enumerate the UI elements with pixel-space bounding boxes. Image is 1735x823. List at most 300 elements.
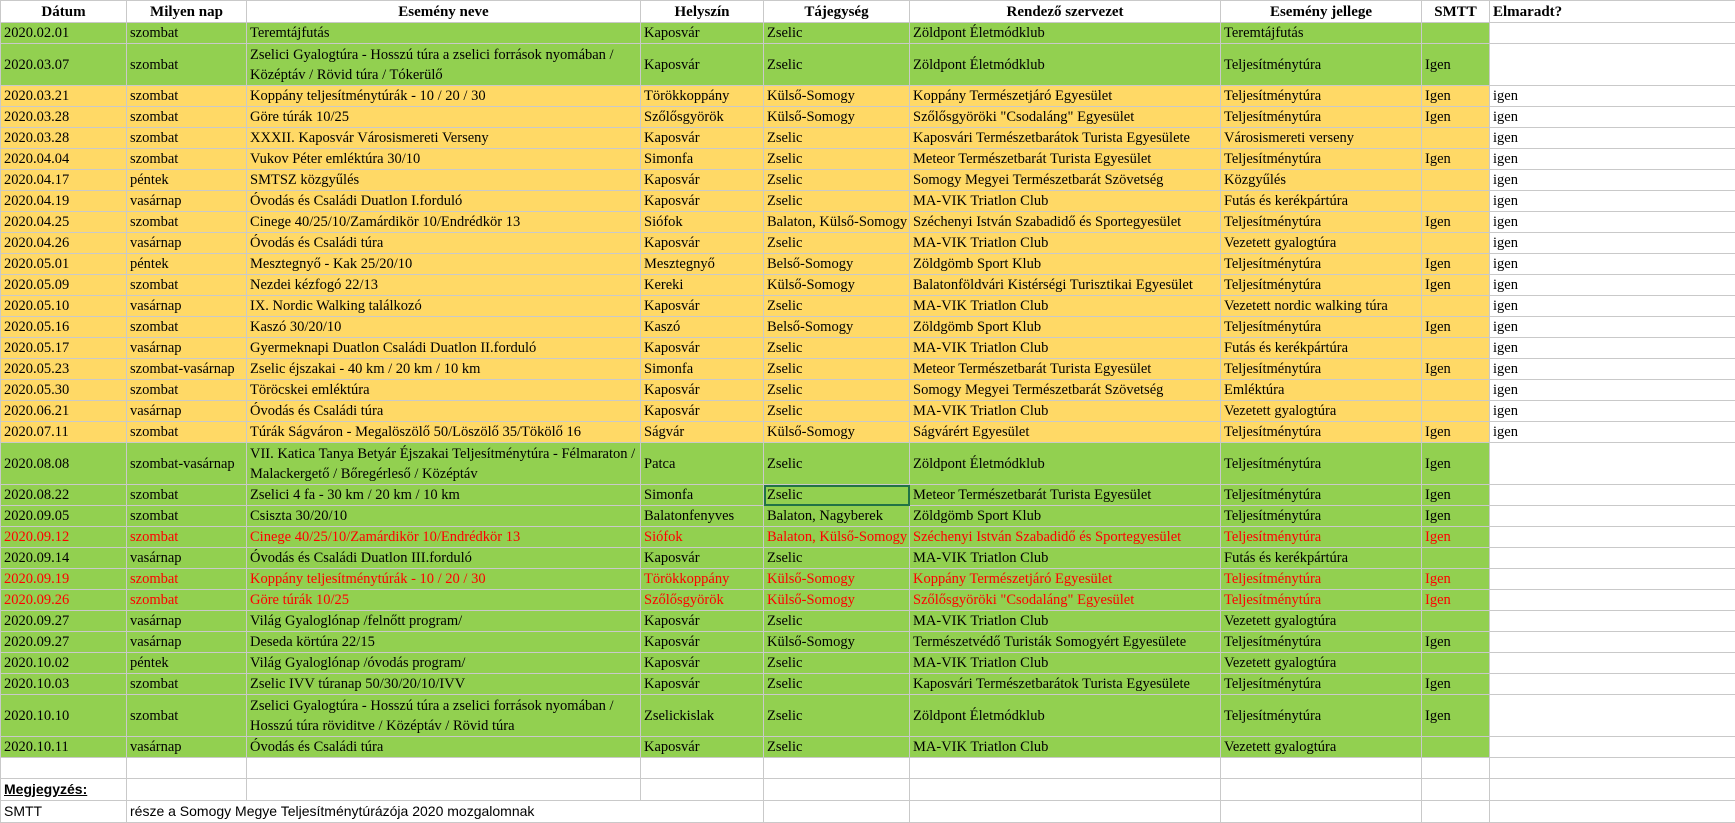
smtt-cell[interactable]: Igen [1422, 632, 1490, 653]
event-name-cell[interactable]: Göre túrák 10/25 [247, 590, 641, 611]
smtt-cell[interactable]: Igen [1422, 485, 1490, 506]
date-cell[interactable]: 2020.09.26 [1, 590, 127, 611]
event-name-cell[interactable]: Mesztegnyő - Kak 25/20/10 [247, 254, 641, 275]
event-type-cell[interactable]: Teljesítménytúra [1221, 107, 1422, 128]
date-cell[interactable]: 2020.08.22 [1, 485, 127, 506]
date-cell[interactable]: 2020.07.11 [1, 422, 127, 443]
day-cell[interactable]: szombat [127, 506, 247, 527]
day-cell[interactable]: szombat [127, 569, 247, 590]
date-cell[interactable]: 2020.03.07 [1, 44, 127, 86]
date-cell[interactable]: 2020.09.05 [1, 506, 127, 527]
event-type-cell[interactable]: Közgyűlés [1221, 170, 1422, 191]
day-cell[interactable]: vasárnap [127, 611, 247, 632]
region-cell[interactable]: Zselic [764, 359, 910, 380]
smtt-cell[interactable] [1422, 401, 1490, 422]
smtt-cell[interactable] [1422, 128, 1490, 149]
event-type-cell[interactable]: Teljesítménytúra [1221, 569, 1422, 590]
location-cell[interactable]: Simonfa [641, 359, 764, 380]
cell[interactable] [910, 758, 1221, 779]
cell[interactable] [910, 779, 1221, 801]
smtt-cell[interactable]: Igen [1422, 506, 1490, 527]
cancelled-cell[interactable] [1490, 695, 1735, 737]
event-name-cell[interactable]: IX. Nordic Walking találkozó [247, 296, 641, 317]
day-cell[interactable]: vasárnap [127, 632, 247, 653]
cell[interactable] [1490, 801, 1735, 823]
location-cell[interactable]: Kaposvár [641, 737, 764, 758]
day-cell[interactable]: vasárnap [127, 233, 247, 254]
event-name-cell[interactable]: Vukov Péter emléktúra 30/10 [247, 149, 641, 170]
event-type-cell[interactable]: Teljesítménytúra [1221, 632, 1422, 653]
region-cell[interactable]: Zselic [764, 485, 910, 506]
event-type-cell[interactable]: Futás és kerékpártúra [1221, 548, 1422, 569]
event-name-cell[interactable]: Nezdei kézfogó 22/13 [247, 275, 641, 296]
region-cell[interactable]: Külső-Somogy [764, 107, 910, 128]
cancelled-cell[interactable] [1490, 653, 1735, 674]
smtt-cell[interactable] [1422, 653, 1490, 674]
organizer-cell[interactable]: Balatonföldvári Kistérségi Turisztikai Egyesület [910, 275, 1221, 296]
day-cell[interactable]: szombat [127, 149, 247, 170]
region-cell[interactable]: Külső-Somogy [764, 86, 910, 107]
cancelled-cell[interactable]: igen [1490, 401, 1735, 422]
header-event-type[interactable]: Esemény jellege [1221, 1, 1422, 23]
event-name-cell[interactable]: Zselici Gyalogtúra - Hosszú túra a zselici források nyomában / Középtáv / Rövid túra / Tókerülő [247, 44, 641, 86]
day-cell[interactable]: szombat [127, 212, 247, 233]
event-type-cell[interactable]: Teljesítménytúra [1221, 695, 1422, 737]
location-cell[interactable]: Kaposvár [641, 380, 764, 401]
region-cell[interactable]: Belső-Somogy [764, 317, 910, 338]
organizer-cell[interactable]: Koppány Természetjáró Egyesület [910, 86, 1221, 107]
region-cell[interactable]: Zselic [764, 191, 910, 212]
event-name-cell[interactable]: Óvodás és Családi túra [247, 401, 641, 422]
cell[interactable] [764, 801, 910, 823]
organizer-cell[interactable]: Ságvárért Egyesület [910, 422, 1221, 443]
smtt-cell[interactable]: Igen [1422, 149, 1490, 170]
date-cell[interactable]: 2020.04.17 [1, 170, 127, 191]
event-name-cell[interactable]: Világ Gyaloglónap /felnőtt program/ [247, 611, 641, 632]
day-cell[interactable]: szombat [127, 107, 247, 128]
event-type-cell[interactable]: Vezetett gyalogtúra [1221, 737, 1422, 758]
event-type-cell[interactable]: Teljesítménytúra [1221, 359, 1422, 380]
region-cell[interactable]: Zselic [764, 44, 910, 86]
cancelled-cell[interactable]: igen [1490, 233, 1735, 254]
organizer-cell[interactable]: MA-VIK Triatlon Club [910, 611, 1221, 632]
smtt-cell[interactable]: Igen [1422, 527, 1490, 548]
location-cell[interactable]: Patca [641, 443, 764, 485]
region-cell[interactable]: Külső-Somogy [764, 632, 910, 653]
cancelled-cell[interactable] [1490, 569, 1735, 590]
cancelled-cell[interactable]: igen [1490, 338, 1735, 359]
location-cell[interactable]: Mesztegnyő [641, 254, 764, 275]
location-cell[interactable]: Kaposvár [641, 44, 764, 86]
cell[interactable] [1490, 758, 1735, 779]
header-smtt[interactable]: SMTT [1422, 1, 1490, 23]
cancelled-cell[interactable]: igen [1490, 107, 1735, 128]
cancelled-cell[interactable] [1490, 674, 1735, 695]
day-cell[interactable]: szombat [127, 485, 247, 506]
organizer-cell[interactable]: Széchenyi István Szabadidő és Sportegyesület [910, 212, 1221, 233]
event-name-cell[interactable]: Gyermeknapi Duatlon Családi Duatlon II.forduló [247, 338, 641, 359]
organizer-cell[interactable]: Zöldpont Életmódklub [910, 443, 1221, 485]
event-type-cell[interactable]: Teljesítménytúra [1221, 485, 1422, 506]
date-cell[interactable]: 2020.05.17 [1, 338, 127, 359]
cell[interactable] [1221, 758, 1422, 779]
day-cell[interactable]: vasárnap [127, 338, 247, 359]
cell[interactable] [1221, 779, 1422, 801]
event-type-cell[interactable]: Teljesítménytúra [1221, 443, 1422, 485]
header-cancelled[interactable]: Elmaradt? [1490, 1, 1735, 23]
cell[interactable] [247, 779, 641, 801]
organizer-cell[interactable]: MA-VIK Triatlon Club [910, 737, 1221, 758]
day-cell[interactable]: szombat [127, 128, 247, 149]
day-cell[interactable]: vasárnap [127, 401, 247, 422]
event-type-cell[interactable]: Teljesítménytúra [1221, 422, 1422, 443]
cancelled-cell[interactable]: igen [1490, 254, 1735, 275]
region-cell[interactable]: Zselic [764, 695, 910, 737]
location-cell[interactable]: Kaposvár [641, 674, 764, 695]
header-region[interactable]: Tájegység [764, 1, 910, 23]
cell[interactable] [1422, 758, 1490, 779]
cancelled-cell[interactable]: igen [1490, 422, 1735, 443]
event-type-cell[interactable]: Teljesítménytúra [1221, 212, 1422, 233]
organizer-cell[interactable]: MA-VIK Triatlon Club [910, 653, 1221, 674]
cancelled-cell[interactable] [1490, 632, 1735, 653]
location-cell[interactable]: Kaszó [641, 317, 764, 338]
smtt-cell[interactable]: Igen [1422, 275, 1490, 296]
cell[interactable] [1422, 779, 1490, 801]
event-type-cell[interactable]: Teljesítménytúra [1221, 506, 1422, 527]
location-cell[interactable]: Ságvár [641, 422, 764, 443]
event-type-cell[interactable]: Vezetett nordic walking túra [1221, 296, 1422, 317]
location-cell[interactable]: Kaposvár [641, 170, 764, 191]
organizer-cell[interactable]: Somogy Megyei Természetbarát Szövetség [910, 170, 1221, 191]
date-cell[interactable]: 2020.10.03 [1, 674, 127, 695]
region-cell[interactable]: Zselic [764, 338, 910, 359]
location-cell[interactable]: Simonfa [641, 149, 764, 170]
day-cell[interactable]: péntek [127, 254, 247, 275]
region-cell[interactable]: Zselic [764, 653, 910, 674]
date-cell[interactable]: 2020.09.27 [1, 632, 127, 653]
smtt-cell[interactable]: Igen [1422, 212, 1490, 233]
organizer-cell[interactable]: Koppány Természetjáró Egyesület [910, 569, 1221, 590]
cell[interactable] [764, 758, 910, 779]
cancelled-cell[interactable]: igen [1490, 86, 1735, 107]
smtt-cell[interactable] [1422, 170, 1490, 191]
cancelled-cell[interactable]: igen [1490, 191, 1735, 212]
region-cell[interactable]: Zselic [764, 674, 910, 695]
day-cell[interactable]: szombat [127, 317, 247, 338]
cell[interactable] [641, 779, 764, 801]
date-cell[interactable]: 2020.04.19 [1, 191, 127, 212]
organizer-cell[interactable]: Meteor Természetbarát Turista Egyesület [910, 359, 1221, 380]
smtt-cell[interactable] [1422, 737, 1490, 758]
date-cell[interactable]: 2020.10.02 [1, 653, 127, 674]
event-name-cell[interactable]: Zselici Gyalogtúra - Hosszú túra a zselici források nyomában / Hosszú túra röviditve / Középtáv / Rövid túra [247, 695, 641, 737]
day-cell[interactable]: szombat-vasárnap [127, 443, 247, 485]
organizer-cell[interactable]: Zöldgömb Sport Klub [910, 317, 1221, 338]
date-cell[interactable]: 2020.05.10 [1, 296, 127, 317]
header-organizer[interactable]: Rendező szervezet [910, 1, 1221, 23]
organizer-cell[interactable]: Természetvédő Turisták Somogyért Egyesülete [910, 632, 1221, 653]
cancelled-cell[interactable] [1490, 611, 1735, 632]
day-cell[interactable]: szombat [127, 86, 247, 107]
event-type-cell[interactable]: Városismereti verseny [1221, 128, 1422, 149]
day-cell[interactable]: vasárnap [127, 296, 247, 317]
region-cell[interactable]: Zselic [764, 737, 910, 758]
organizer-cell[interactable]: Szőlősgyöröki "Csodaláng" Egyesület [910, 107, 1221, 128]
organizer-cell[interactable]: Zöldgömb Sport Klub [910, 506, 1221, 527]
location-cell[interactable]: Kaposvár [641, 23, 764, 44]
event-type-cell[interactable]: Vezetett gyalogtúra [1221, 401, 1422, 422]
smtt-cell[interactable]: Igen [1422, 422, 1490, 443]
region-cell[interactable]: Külső-Somogy [764, 590, 910, 611]
region-cell[interactable]: Külső-Somogy [764, 569, 910, 590]
organizer-cell[interactable]: MA-VIK Triatlon Club [910, 191, 1221, 212]
region-cell[interactable]: Zselic [764, 233, 910, 254]
cancelled-cell[interactable]: igen [1490, 380, 1735, 401]
region-cell[interactable]: Belső-Somogy [764, 254, 910, 275]
day-cell[interactable]: péntek [127, 170, 247, 191]
organizer-cell[interactable]: Kaposvári Természetbarátok Turista Egyesülete [910, 128, 1221, 149]
location-cell[interactable]: Simonfa [641, 485, 764, 506]
region-cell[interactable]: Zselic [764, 443, 910, 485]
organizer-cell[interactable]: MA-VIK Triatlon Club [910, 401, 1221, 422]
event-type-cell[interactable]: Vezetett gyalogtúra [1221, 233, 1422, 254]
note-text-cell[interactable] [127, 801, 764, 823]
location-cell[interactable]: Balatonfenyves [641, 506, 764, 527]
smtt-cell[interactable]: Igen [1422, 443, 1490, 485]
date-cell[interactable]: 2020.08.08 [1, 443, 127, 485]
location-cell[interactable]: Kaposvár [641, 611, 764, 632]
date-cell[interactable]: 2020.05.16 [1, 317, 127, 338]
region-cell[interactable]: Zselic [764, 296, 910, 317]
location-cell[interactable]: Kaposvár [641, 548, 764, 569]
region-cell[interactable]: Zselic [764, 611, 910, 632]
cancelled-cell[interactable] [1490, 506, 1735, 527]
event-name-cell[interactable]: Koppány teljesítménytúrák - 10 / 20 / 30 [247, 86, 641, 107]
region-cell[interactable]: Zselic [764, 401, 910, 422]
date-cell[interactable]: 2020.04.04 [1, 149, 127, 170]
region-cell[interactable]: Külső-Somogy [764, 275, 910, 296]
organizer-cell[interactable]: Zöldpont Életmódklub [910, 695, 1221, 737]
region-cell[interactable]: Balaton, Külső-Somogy [764, 212, 910, 233]
location-cell[interactable]: Kaposvár [641, 296, 764, 317]
event-type-cell[interactable]: Teljesítménytúra [1221, 317, 1422, 338]
smtt-cell[interactable] [1422, 296, 1490, 317]
region-cell[interactable]: Zselic [764, 149, 910, 170]
date-cell[interactable]: 2020.09.14 [1, 548, 127, 569]
region-cell[interactable]: Külső-Somogy [764, 422, 910, 443]
location-cell[interactable]: Siófok [641, 212, 764, 233]
cancelled-cell[interactable] [1490, 23, 1735, 44]
smtt-cell[interactable]: Igen [1422, 674, 1490, 695]
event-name-cell[interactable]: Óvodás és Családi Duatlon III.forduló [247, 548, 641, 569]
location-cell[interactable]: Kereki [641, 275, 764, 296]
event-name-cell[interactable]: XXXII. Kaposvár Városismereti Verseny [247, 128, 641, 149]
location-cell[interactable]: Kaposvár [641, 233, 764, 254]
cell[interactable] [247, 758, 641, 779]
smtt-cell[interactable]: Igen [1422, 695, 1490, 737]
cancelled-cell[interactable] [1490, 548, 1735, 569]
smtt-cell[interactable]: Igen [1422, 569, 1490, 590]
cell[interactable] [127, 779, 247, 801]
smtt-cell[interactable] [1422, 191, 1490, 212]
smtt-cell[interactable] [1422, 23, 1490, 44]
location-cell[interactable]: Kaposvár [641, 128, 764, 149]
region-cell[interactable]: Balaton, Külső-Somogy [764, 527, 910, 548]
smtt-cell[interactable]: Igen [1422, 107, 1490, 128]
event-type-cell[interactable]: Vezetett gyalogtúra [1221, 611, 1422, 632]
event-type-cell[interactable]: Teljesítménytúra [1221, 527, 1422, 548]
event-name-cell[interactable]: Túrák Ságváron - Megalöszölő 50/Löszölő 35/Tökölő 16 [247, 422, 641, 443]
day-cell[interactable]: péntek [127, 653, 247, 674]
cancelled-cell[interactable] [1490, 527, 1735, 548]
date-cell[interactable]: 2020.09.12 [1, 527, 127, 548]
region-cell[interactable]: Balaton, Nagyberek [764, 506, 910, 527]
location-cell[interactable]: Kaposvár [641, 338, 764, 359]
note-label-cell[interactable] [1, 779, 127, 801]
smtt-cell[interactable]: Igen [1422, 317, 1490, 338]
cancelled-cell[interactable]: igen [1490, 128, 1735, 149]
day-cell[interactable]: szombat [127, 275, 247, 296]
smtt-cell[interactable]: Igen [1422, 86, 1490, 107]
organizer-cell[interactable]: Széchenyi István Szabadidő és Sportegyesület [910, 527, 1221, 548]
cancelled-cell[interactable]: igen [1490, 149, 1735, 170]
event-type-cell[interactable]: Teljesítménytúra [1221, 149, 1422, 170]
cancelled-cell[interactable]: igen [1490, 212, 1735, 233]
event-name-cell[interactable]: Zselici 4 fa - 30 km / 20 km / 10 km [247, 485, 641, 506]
day-cell[interactable]: szombat [127, 422, 247, 443]
event-type-cell[interactable]: Teljesítménytúra [1221, 674, 1422, 695]
day-cell[interactable]: szombat [127, 590, 247, 611]
organizer-cell[interactable]: Szőlősgyöröki "Csodaláng" Egyesület [910, 590, 1221, 611]
date-cell[interactable]: 2020.03.28 [1, 128, 127, 149]
date-cell[interactable]: 2020.05.23 [1, 359, 127, 380]
location-cell[interactable]: Siófok [641, 527, 764, 548]
region-cell[interactable]: Zselic [764, 548, 910, 569]
cell[interactable] [1221, 801, 1422, 823]
event-name-cell[interactable]: Óvodás és Családi Duatlon I.forduló [247, 191, 641, 212]
event-name-cell[interactable]: Óvodás és Családi túra [247, 233, 641, 254]
cancelled-cell[interactable]: igen [1490, 170, 1735, 191]
date-cell[interactable]: 2020.05.01 [1, 254, 127, 275]
organizer-cell[interactable]: MA-VIK Triatlon Club [910, 233, 1221, 254]
organizer-cell[interactable]: Kaposvári Természetbarátok Turista Egyesülete [910, 674, 1221, 695]
day-cell[interactable]: szombat [127, 44, 247, 86]
event-name-cell[interactable]: Zselic IVV túranap 50/30/20/10/IVV [247, 674, 641, 695]
region-cell[interactable]: Zselic [764, 23, 910, 44]
header-day[interactable]: Milyen nap [127, 1, 247, 23]
location-cell[interactable]: Szőlősgyörök [641, 107, 764, 128]
event-type-cell[interactable]: Vezetett gyalogtúra [1221, 653, 1422, 674]
day-cell[interactable]: vasárnap [127, 737, 247, 758]
event-name-cell[interactable]: SMTSZ közgyűlés [247, 170, 641, 191]
day-cell[interactable]: vasárnap [127, 548, 247, 569]
cancelled-cell[interactable]: igen [1490, 296, 1735, 317]
smtt-cell[interactable] [1422, 548, 1490, 569]
header-date[interactable]: Dátum [1, 1, 127, 23]
event-type-cell[interactable]: Teljesítménytúra [1221, 254, 1422, 275]
event-type-cell[interactable]: Teljesítménytúra [1221, 44, 1422, 86]
location-cell[interactable]: Kaposvár [641, 191, 764, 212]
cancelled-cell[interactable] [1490, 737, 1735, 758]
date-cell[interactable]: 2020.04.25 [1, 212, 127, 233]
organizer-cell[interactable]: Zöldpont Életmódklub [910, 44, 1221, 86]
event-type-cell[interactable]: Teljesítménytúra [1221, 275, 1422, 296]
cell[interactable] [641, 758, 764, 779]
note-term-cell[interactable] [1, 801, 127, 823]
date-cell[interactable]: 2020.03.21 [1, 86, 127, 107]
event-name-cell[interactable]: Töröcskei emléktúra [247, 380, 641, 401]
date-cell[interactable]: 2020.10.11 [1, 737, 127, 758]
organizer-cell[interactable]: Meteor Természetbarát Turista Egyesület [910, 149, 1221, 170]
cell[interactable] [1, 758, 127, 779]
location-cell[interactable]: Kaposvár [641, 632, 764, 653]
organizer-cell[interactable]: MA-VIK Triatlon Club [910, 338, 1221, 359]
header-event-name[interactable]: Esemény neve [247, 1, 641, 23]
event-name-cell[interactable]: Világ Gyaloglónap /óvodás program/ [247, 653, 641, 674]
smtt-cell[interactable]: Igen [1422, 590, 1490, 611]
organizer-cell[interactable]: MA-VIK Triatlon Club [910, 296, 1221, 317]
event-name-cell[interactable]: Cinege 40/25/10/Zamárdikör 10/Endrédkör 13 [247, 527, 641, 548]
cancelled-cell[interactable] [1490, 485, 1735, 506]
organizer-cell[interactable]: Somogy Megyei Természetbarát Szövetség [910, 380, 1221, 401]
event-name-cell[interactable]: Óvodás és Családi túra [247, 737, 641, 758]
organizer-cell[interactable]: Zöldgömb Sport Klub [910, 254, 1221, 275]
day-cell[interactable]: szombat [127, 527, 247, 548]
cancelled-cell[interactable]: igen [1490, 275, 1735, 296]
cell[interactable] [1490, 779, 1735, 801]
event-name-cell[interactable]: Zselic éjszakai - 40 km / 20 km / 10 km [247, 359, 641, 380]
cancelled-cell[interactable] [1490, 443, 1735, 485]
cancelled-cell[interactable]: igen [1490, 317, 1735, 338]
organizer-cell[interactable]: Meteor Természetbarát Turista Egyesület [910, 485, 1221, 506]
organizer-cell[interactable]: Zöldpont Életmódklub [910, 23, 1221, 44]
location-cell[interactable]: Kaposvár [641, 401, 764, 422]
event-name-cell[interactable]: Koppány teljesítménytúrák - 10 / 20 / 30 [247, 569, 641, 590]
date-cell[interactable]: 2020.09.19 [1, 569, 127, 590]
event-name-cell[interactable]: Deseda körtúra 22/15 [247, 632, 641, 653]
region-cell[interactable]: Zselic [764, 380, 910, 401]
event-name-cell[interactable]: VII. Katica Tanya Betyár Éjszakai Teljesítménytúra - Félmaraton / Malackergető / Bőregérleső / Középtáv [247, 443, 641, 485]
day-cell[interactable]: szombat [127, 23, 247, 44]
event-type-cell[interactable]: Teljesítménytúra [1221, 86, 1422, 107]
smtt-cell[interactable] [1422, 233, 1490, 254]
smtt-cell[interactable] [1422, 338, 1490, 359]
smtt-cell[interactable]: Igen [1422, 254, 1490, 275]
date-cell[interactable]: 2020.10.10 [1, 695, 127, 737]
smtt-cell[interactable]: Igen [1422, 44, 1490, 86]
header-location[interactable]: Helyszín [641, 1, 764, 23]
region-cell[interactable]: Zselic [764, 170, 910, 191]
event-name-cell[interactable]: Csiszta 30/20/10 [247, 506, 641, 527]
location-cell[interactable]: Törökkoppány [641, 86, 764, 107]
region-cell[interactable]: Zselic [764, 128, 910, 149]
day-cell[interactable]: vasárnap [127, 191, 247, 212]
event-type-cell[interactable]: Teljesítménytúra [1221, 590, 1422, 611]
cell[interactable] [910, 801, 1221, 823]
event-type-cell[interactable]: Emléktúra [1221, 380, 1422, 401]
cell[interactable] [1422, 801, 1490, 823]
day-cell[interactable]: szombat [127, 695, 247, 737]
date-cell[interactable]: 2020.09.27 [1, 611, 127, 632]
cancelled-cell[interactable] [1490, 44, 1735, 86]
day-cell[interactable]: szombat-vasárnap [127, 359, 247, 380]
day-cell[interactable]: szombat [127, 380, 247, 401]
smtt-cell[interactable] [1422, 380, 1490, 401]
date-cell[interactable]: 2020.06.21 [1, 401, 127, 422]
event-type-cell[interactable]: Teremtájfutás [1221, 23, 1422, 44]
date-cell[interactable]: 2020.03.28 [1, 107, 127, 128]
